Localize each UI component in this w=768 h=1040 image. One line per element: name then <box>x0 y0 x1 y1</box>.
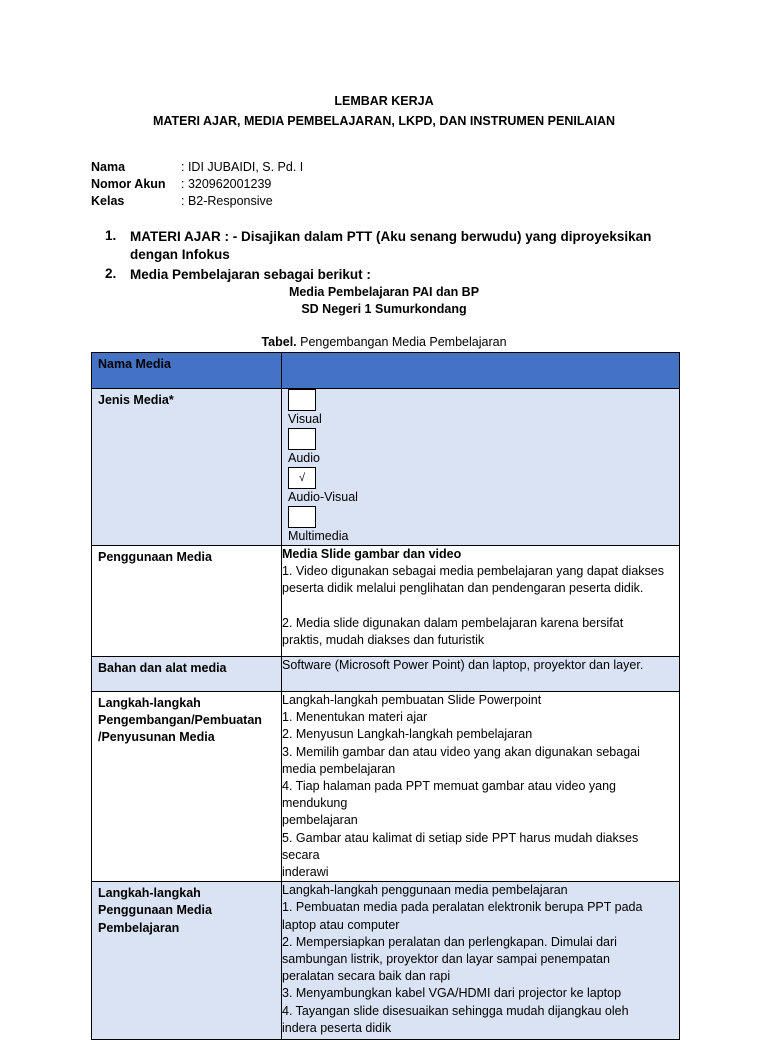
caption-bold: Tabel. <box>261 335 297 349</box>
checkbox-audio-visual-label: Audio-Visual <box>288 490 358 504</box>
penggunaan-step-line: Langkah-langkah penggunaan media pembelajaran <box>282 883 568 898</box>
table-row-langkah-pengembangan <box>92 692 680 882</box>
pengembangan-line: 5. Gambar atau kalimat di setiap side PPT harus mudah diakses secara <box>282 830 639 862</box>
section-2-number: 2. <box>105 266 117 281</box>
account-label: Nomor Akun <box>91 177 166 191</box>
langkah-penggunaan-label-line: Langkah-langkah <box>98 886 201 901</box>
media-type-audio <box>282 428 677 467</box>
pengembangan-line: 1. Menentukan materi ajar <box>282 710 428 725</box>
penggunaan-line: 1. Video digunakan sebagai media pembelajaran yang dapat diakses <box>282 564 664 579</box>
table-row-jenis-media <box>92 389 680 546</box>
name-value: : IDI JUBAIDI, S. Pd. I <box>181 160 304 174</box>
penggunaan-step-line: 4. Tayangan slide disesuaikan sehingga mudah dijangkau oleh <box>282 1003 629 1018</box>
penggunaan-step-line: sambungan listrik, proyektor dan layar sampai penempatan <box>282 952 610 967</box>
checkbox-audio-label: Audio <box>288 451 320 465</box>
penggunaan-step-line: 2. Mempersiapkan peralatan dan perlengkapan. Dimulai dari <box>282 934 617 949</box>
pengembangan-line: pembelajaran <box>282 813 358 828</box>
jenis-media-options <box>282 389 680 546</box>
langkah-penggunaan-value <box>282 882 680 1040</box>
checkbox-visual-label: Visual <box>288 412 322 426</box>
langkah-penggunaan-label-line: Pembelajaran <box>98 920 180 935</box>
pengembangan-line: 3. Memilih gambar dan atau video yang akan digunakan sebagai <box>282 744 640 759</box>
nama-media-label: Nama Media <box>92 353 282 389</box>
media-type-visual <box>282 389 677 428</box>
langkah-penggunaan-label-line: Penggunaan Media <box>98 903 212 918</box>
pengembangan-line: 4. Tiap halaman pada PPT memuat gambar atau video yang mendukung <box>282 779 617 811</box>
jenis-media-label: Jenis Media* <box>92 389 282 546</box>
bahan-alat-label: Bahan dan alat media <box>92 657 282 692</box>
media-heading-line2: SD Negeri 1 Sumurkondang <box>301 302 467 316</box>
doc-subtitle: MATERI AJAR, MEDIA PEMBELAJARAN, LKPD, DAN INSTRUMEN PENILAIAN <box>152 114 616 128</box>
caption-text: Pengembangan Media Pembelajaran <box>296 335 507 349</box>
penggunaan-line: peserta didik melalui penglihatan dan pendengaran peserta didik. <box>282 581 644 596</box>
table-row-nama-media <box>92 353 680 389</box>
penggunaan-step-line: indera peserta didik <box>282 1020 392 1035</box>
penggunaan-step-line: 3. Menyambungkan kabel VGA/HDMI dari projector ke laptop <box>282 986 622 1001</box>
pengembangan-line: inderawi <box>282 865 329 880</box>
langkah-pengembangan-label-line: Pengembangan/Pembuatan <box>98 713 262 728</box>
penggunaan-step-line: laptop atau computer <box>282 917 400 932</box>
bahan-alat-text: Software (Microsoft Power Point) dan laptop, proyektor dan layer. <box>282 658 644 672</box>
identity-row-account <box>91 177 303 194</box>
penggunaan-step-line: 1. Pembuatan media pada peralatan elektronik berupa PPT pada <box>282 900 643 915</box>
checkbox-multimedia-label: Multimedia <box>288 529 349 543</box>
checkbox-audio-visual[interactable]: √ <box>288 467 316 489</box>
penggunaan-line: praktis, mudah diakses dan futuristik <box>282 632 485 647</box>
media-heading-line1: Media Pembelajaran PAI dan BP <box>288 285 480 299</box>
penggunaan-media-value <box>282 546 680 657</box>
langkah-pengembangan-label <box>92 692 282 882</box>
checkbox-multimedia[interactable] <box>288 506 316 528</box>
pengembangan-line: media pembelajaran <box>282 761 396 776</box>
identity-row-class <box>91 194 303 211</box>
identity-row-name <box>91 160 303 177</box>
table-row-langkah-penggunaan <box>92 882 680 1040</box>
penggunaan-media-title: Media Slide gambar dan video <box>282 547 462 561</box>
penggunaan-step-line: peralatan secara baik dan rapi <box>282 969 451 984</box>
langkah-pengembangan-label-line: Langkah-langkah <box>98 696 201 710</box>
media-type-audio-visual <box>282 467 677 506</box>
penggunaan-line: 2. Media slide digunakan dalam pembelajaran karena bersifat <box>282 615 624 630</box>
table-row-bahan-alat <box>92 657 680 692</box>
langkah-penggunaan-label <box>92 882 282 1040</box>
section-2-text: Media Pembelajaran sebagai berikut : <box>130 267 371 282</box>
table-caption <box>0 335 768 349</box>
account-value: : 320962001239 <box>181 177 272 191</box>
langkah-pengembangan-label-line: /Penyusunan Media <box>98 730 215 745</box>
class-value: : B2-Responsive <box>181 194 273 208</box>
name-label: Nama <box>91 160 126 174</box>
checkbox-visual[interactable] <box>288 389 316 411</box>
pengembangan-line: 2. Menyusun Langkah-langkah pembelajaran <box>282 727 533 742</box>
table-row-penggunaan-media <box>92 546 680 657</box>
section-1-number: 1. <box>105 228 117 243</box>
section-1-text: MATERI AJAR : - Disajikan dalam PTT (Aku senang berwudu) yang diproyeksikan dengan Infokus <box>130 229 652 262</box>
class-label: Kelas <box>91 194 125 208</box>
penggunaan-media-label: Penggunaan Media <box>92 546 282 657</box>
checkbox-audio[interactable] <box>288 428 316 450</box>
media-table <box>91 352 680 1040</box>
nama-media-value <box>282 353 680 389</box>
identity-block <box>91 160 303 211</box>
pengembangan-line: Langkah-langkah pembuatan Slide Powerpoint <box>282 693 542 707</box>
doc-title: LEMBAR KERJA <box>334 94 434 108</box>
media-type-multimedia <box>282 506 677 545</box>
langkah-pengembangan-value <box>282 692 680 882</box>
penggunaan-gap <box>282 598 677 615</box>
bahan-alat-value <box>282 657 680 692</box>
